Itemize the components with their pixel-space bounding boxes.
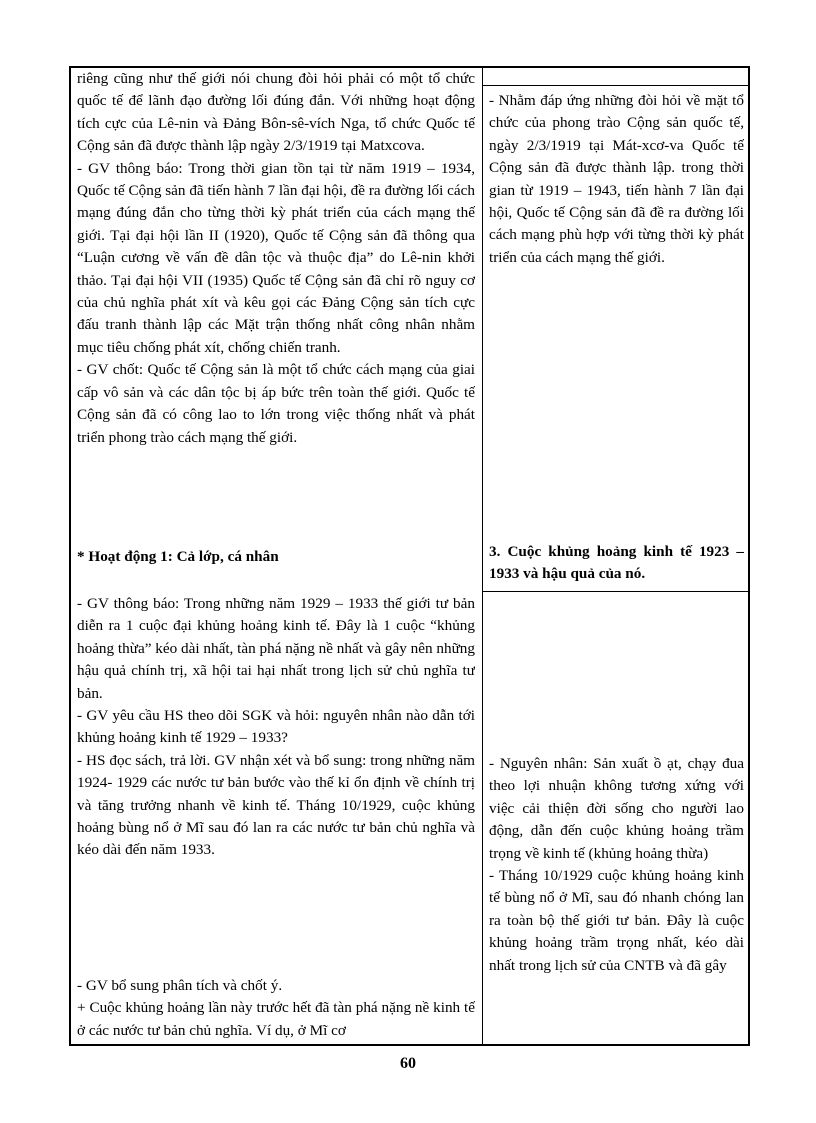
right-paragraph: - Nhằm đáp ứng những đòi hỏi về mặt tổ chức của phong trào Cộng sản quốc tế, ngày 2/3/1919 tại Mát-xcơ-va Quốc tế Cộng sản đã được thành lập. trong thời gian từ 1919 – 1943, tiến hành 7 lần đại hội, Quốc tế Cộng sản đã đề ra đường lối cách mạng phù hợp với từng thời kỳ phát triển của cách mạng thế giới. <box>489 92 744 266</box>
left-paragraph: - GV bổ sung phân tích và chốt ý. <box>77 977 283 994</box>
activity-heading: * Hoạt động 1: Cả lớp, cá nhân <box>77 548 279 565</box>
right-block-2 <box>489 753 744 977</box>
left-paragraph: - GV thông báo: Trong thời gian tồn tại từ năm 1919 – 1934, Quốc tế Cộng sản đã tiến hành 7 lần đại hội, đề ra đường lối cách mạng đúng đắn cho từng thời kỳ phát triển của cách mạng thế giới. Tại đại hội lần II (1920), Quốc tế Cộng sản đã thông qua “Luận cương về vấn đề dân tộc và thuộc địa” do Lê-nin khởi thảo. Tại đại hội VII (1935) Quốc tế Cộng sản đã chỉ rõ nguy cơ của chủ nghĩa phát xít và kêu gọi các Đảng Cộng sản tích cực đấu tranh thành lập các Mặt trận thống nhất công nhân nhằm mục tiêu chống phát xít, chống chiến tranh. <box>77 159 475 356</box>
page-number: 60 <box>400 1055 416 1072</box>
right-paragraph: - Nguyên nhân: Sản xuất ồ ạt, chạy đua theo lợi nhuận không tương xứng với việc cải thiện đời sống cho người lao động, dẫn đến cuộc khủng hoảng trầm trọng về kinh tế (khủng hoảng thừa) <box>489 755 744 862</box>
section-heading: 3. Cuộc khủng hoảng kinh tế 1923 – 1933 và hậu quả của nó. <box>489 543 744 583</box>
right-block-1 <box>489 90 744 269</box>
page-table <box>69 66 750 1046</box>
right-paragraph: - Tháng 10/1929 cuộc khủng hoảng kinh tế bùng nổ ở Mĩ, sau đó nhanh chóng lan ra toàn bộ thế giới tư bản. Đây là cuộc khủng hoảng trầm trọng nhất, kéo dài nhất trong lịch sử của CNTB và đã gây <box>489 867 744 974</box>
left-paragraph: + Cuộc khủng hoảng lần này trước hết đã tàn phá nặng nề kinh tế ở các nước tư bản chủ nghĩa. Ví dụ, ở Mĩ cơ <box>77 999 475 1039</box>
column-divider <box>482 68 483 1044</box>
left-paragraph: - GV yêu cầu HS theo dõi SGK và hỏi: nguyên nhân nào dẫn tới khủng hoảng kinh tế 1929 – 1933? <box>77 707 475 747</box>
left-paragraph: - HS đọc sách, trả lời. GV nhận xét và bổ sung: trong những năm 1924- 1929 các nước tư bản bước vào thế kỉ ổn định về chính trị và tăng trưởng nhanh về kinh tế. Tháng 10/1929, cuộc khủng hoảng bùng nổ ở Mĩ sau đó lan ra các nước tư bản chủ nghĩa và kéo dài đến năm 1933. <box>77 751 475 859</box>
left-block-2 <box>77 593 475 862</box>
content-column <box>489 68 744 1044</box>
left-block-1 <box>77 68 475 449</box>
left-paragraph: riêng cũng như thế giới nói chung đòi hỏi phải có một tổ chức quốc tế để lãnh đạo đường lối đúng đắn. Với những hoạt động tích cực của Lê-nin và Đảng Bôn-sê-vích Nga, tổ chức Quốc tế Cộng sản đã được thành lập ngày 2/3/1919 tại Matxcova. <box>77 70 475 155</box>
left-block-3 <box>77 975 475 1042</box>
left-paragraph: - GV thông báo: Trong những năm 1929 – 1933 thế giới tư bản diễn ra 1 cuộc đại khủng hoảng kinh tế. Đây là 1 cuộc “khủng hoảng thừa” kéo dài nhất, tàn phá nặng nề nhất và gây nên những hậu quả chính trị, xã hội tai hại nhất trong lịch sử chủ nghĩa tư bản. <box>77 595 475 702</box>
teacher-activity-column <box>77 68 475 1044</box>
left-paragraph: - GV chốt: Quốc tế Cộng sản là một tổ chức cách mạng của giai cấp vô sản và các dân tộc bị áp bức trên toàn thế giới. Quốc tế Cộng sản đã có công lao to lớn trong việc thống nhất và phát triển phong trào cách mạng thế giới. <box>77 361 475 446</box>
